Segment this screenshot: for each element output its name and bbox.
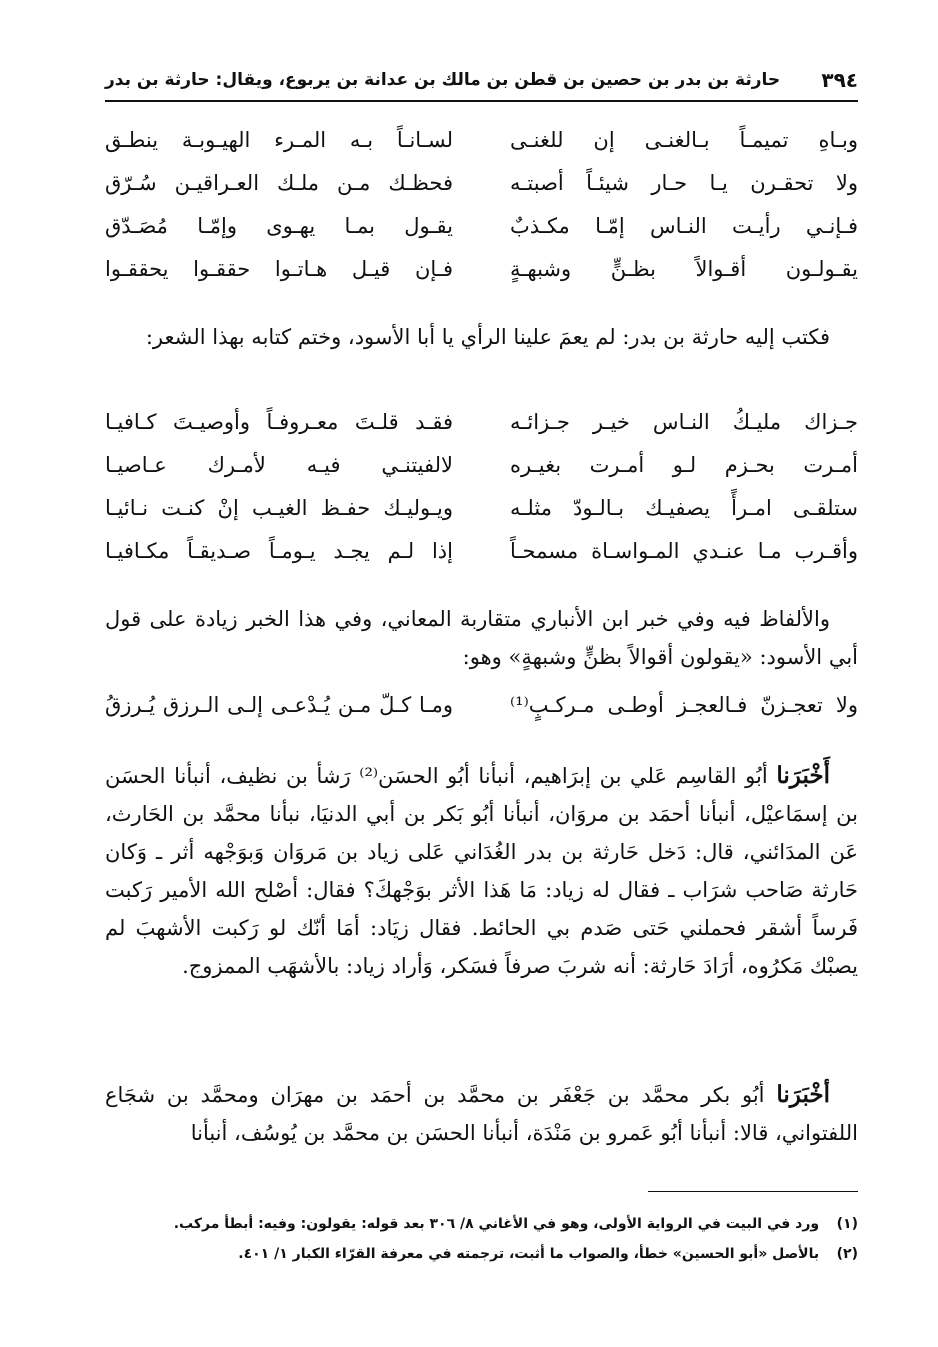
footnote-text: بالأصل «أبو الحسين» خطأ، والصواب ما أثبت، ترجمته في معرفة القرّاء الكبار ١/ ٤٠١. — [238, 1246, 820, 1262]
footnote — [105, 1216, 858, 1232]
footnote-number: (١) — [836, 1216, 858, 1232]
verse-first-hemistich: ولا تعجـزنّ فـالعجـز أوطـى مـركـبٍ⁽¹⁾ — [510, 693, 858, 717]
paragraph-letter: فكتب إليه حارثة بن بدر: لم يعمَ علينا الرأي يا أبا الأسود، وختم كتابه بهذا الشعر: — [145, 325, 830, 349]
poem-block-3 — [105, 693, 858, 736]
verse-line — [105, 214, 858, 257]
verse-second-hemistich: ويـوليـك حفـظ الغيـب إنْ كنـت نـائيـا — [105, 496, 453, 520]
verse-first-hemistich: يقـولـون أقـوالاً بظـنٍّ وشبهـةٍ — [510, 257, 858, 281]
paragraph-lead-word: أخْبَرَنا — [776, 1081, 830, 1108]
verse-second-hemistich: فـإن قيـل هـاتـوا حققـوا يحققـوا — [105, 257, 453, 281]
verse-second-hemistich: يقـول بمـا يهـوى وإمّـا مُصَـدّق — [105, 214, 453, 238]
footnote-text: ورد في البيت في الرواية الأولى، وهو في الأغاني ٨/ ٣٠٦ بعد قوله: يقولون: وفيه: أبطأ مركب. — [173, 1216, 820, 1232]
verse-second-hemistich: فحظـك مـن ملـك العـراقيـن سُـرّق — [105, 171, 453, 195]
verse-second-hemistich: فقـد قلـتَ معـروفـاً وأوصيـتَ كـافيـا — [105, 410, 453, 434]
footnote-separator — [648, 1191, 858, 1192]
poem-block-1 — [105, 128, 858, 300]
verse-line — [105, 453, 858, 496]
verse-first-hemistich: وأقـرب مـا عنـدي المـواسـاة مسمحـاً — [510, 539, 858, 563]
verse-line — [105, 128, 858, 171]
footnote — [105, 1246, 858, 1262]
verse-line — [105, 496, 858, 539]
header-rule — [105, 100, 858, 102]
verse-second-hemistich: لسـانـاً بـه المـرء الهيـوبـة ينطـق — [105, 128, 453, 152]
footnote-number: (٢) — [836, 1246, 858, 1262]
verse-line — [105, 693, 858, 736]
verse-line — [105, 410, 858, 453]
page-header — [105, 62, 858, 102]
verse-first-hemistich: جـزاك مليـكُ النـاس خيـر جـزائـه — [510, 410, 858, 434]
paragraph-isnad-2 — [105, 1076, 858, 1152]
verse-second-hemistich: ومـا كـلّ مـن يُـدْعـى إلـى الـرزق يُـرزقُ — [105, 693, 453, 717]
verse-first-hemistich: وبـاهِ تميمـاً بـالغنـى إن للغنـى — [510, 128, 858, 152]
verse-second-hemistich: لالفيتنـي فيـه لأمـرك عـاصيـا — [105, 453, 453, 477]
page-number: ٣٩٤ — [821, 68, 858, 92]
verse-line — [105, 171, 858, 214]
verse-first-hemistich: فـإنـي رأيـت النـاس إمّـا مكـذبٌ — [510, 214, 858, 238]
verse-first-hemistich: ستلقـى امـرأً يصفيـك بـالـودّ مثلـه — [510, 496, 858, 520]
verse-second-hemistich: إذا لـم يجـد يـومـاً صـديقـاً مكـافيـا — [105, 539, 453, 563]
poem-block-2 — [105, 410, 858, 582]
verse-line — [105, 257, 858, 300]
paragraph-body: أبُو القاسِم عَلي بن إبرَاهيم، أنبأنا أبُو الحسَن⁽²⁾ رَشأ بن نظيف، أنبأنا الحسَن بن إسمَاعيْل، أنبأنا أحمَد بن مروَان، أنبأنا أبُو بَكر بن أبي الدنيَا، نبأنا محمَّد بن الحَارث، عَن المدَائني، قال: دَخل حَارثة بن بدر الغُدَاني عَلى زياد بن مَروَان وَبوَجْهه أثر ـ وَكان حَارثة صَاحب شرَاب ـ فقال له زياد: مَا هَذا الأثر بوَجْهكَ؟ فقال: أصْلح الله الأمير رَكبت فَرساً أشقر فحملني حَتى صَدم بي الحائط. فقال زيَاد: أمَا أنّك لو رَكبت الأشهبَ لم يصبْك مَكرُوه، أرَادَ حَارثة: أنه شربَ صرفاً فسَكر، وَأراد زياد: بالأشهَب الممزوج. — [105, 764, 858, 978]
verse-line — [105, 539, 858, 582]
paragraph-commentary: والألفاظ فيه وفي خبر ابن الأنباري متقاربة المعاني، وفي هذا الخبر زيادة على قول أبي الأسود: «يقولون أقوالاً بظنٍّ وشبهةٍ» وهو: — [105, 607, 858, 669]
running-title: حارثة بن بدر بن حصين بن قطن بن مالك بن عدانة بن يربوع، ويقال: حارثة بن بدر — [105, 70, 781, 90]
paragraph-lead-word: أَخْبَرَنا — [776, 762, 830, 789]
paragraph-isnad-1 — [105, 757, 858, 985]
verse-first-hemistich: أمـرت بحـزم لـو أمـرت بغيـره — [510, 453, 858, 477]
paragraph-body: أبُو بكر محمَّد بن جَعْفَر بن محمَّد بن أحمَد بن مهرَان ومحمَّد بن شجَاع اللفتواني، قالا: أنبأنا أبُو عَمرو بن مَنْدَة، أنبأنا الحسَن بن محمَّد بن يُوسُف، أنبأنا — [105, 1083, 858, 1145]
verse-first-hemistich: ولا تحقـرن يـا حـار شيئـاً أصبتـه — [510, 171, 858, 195]
